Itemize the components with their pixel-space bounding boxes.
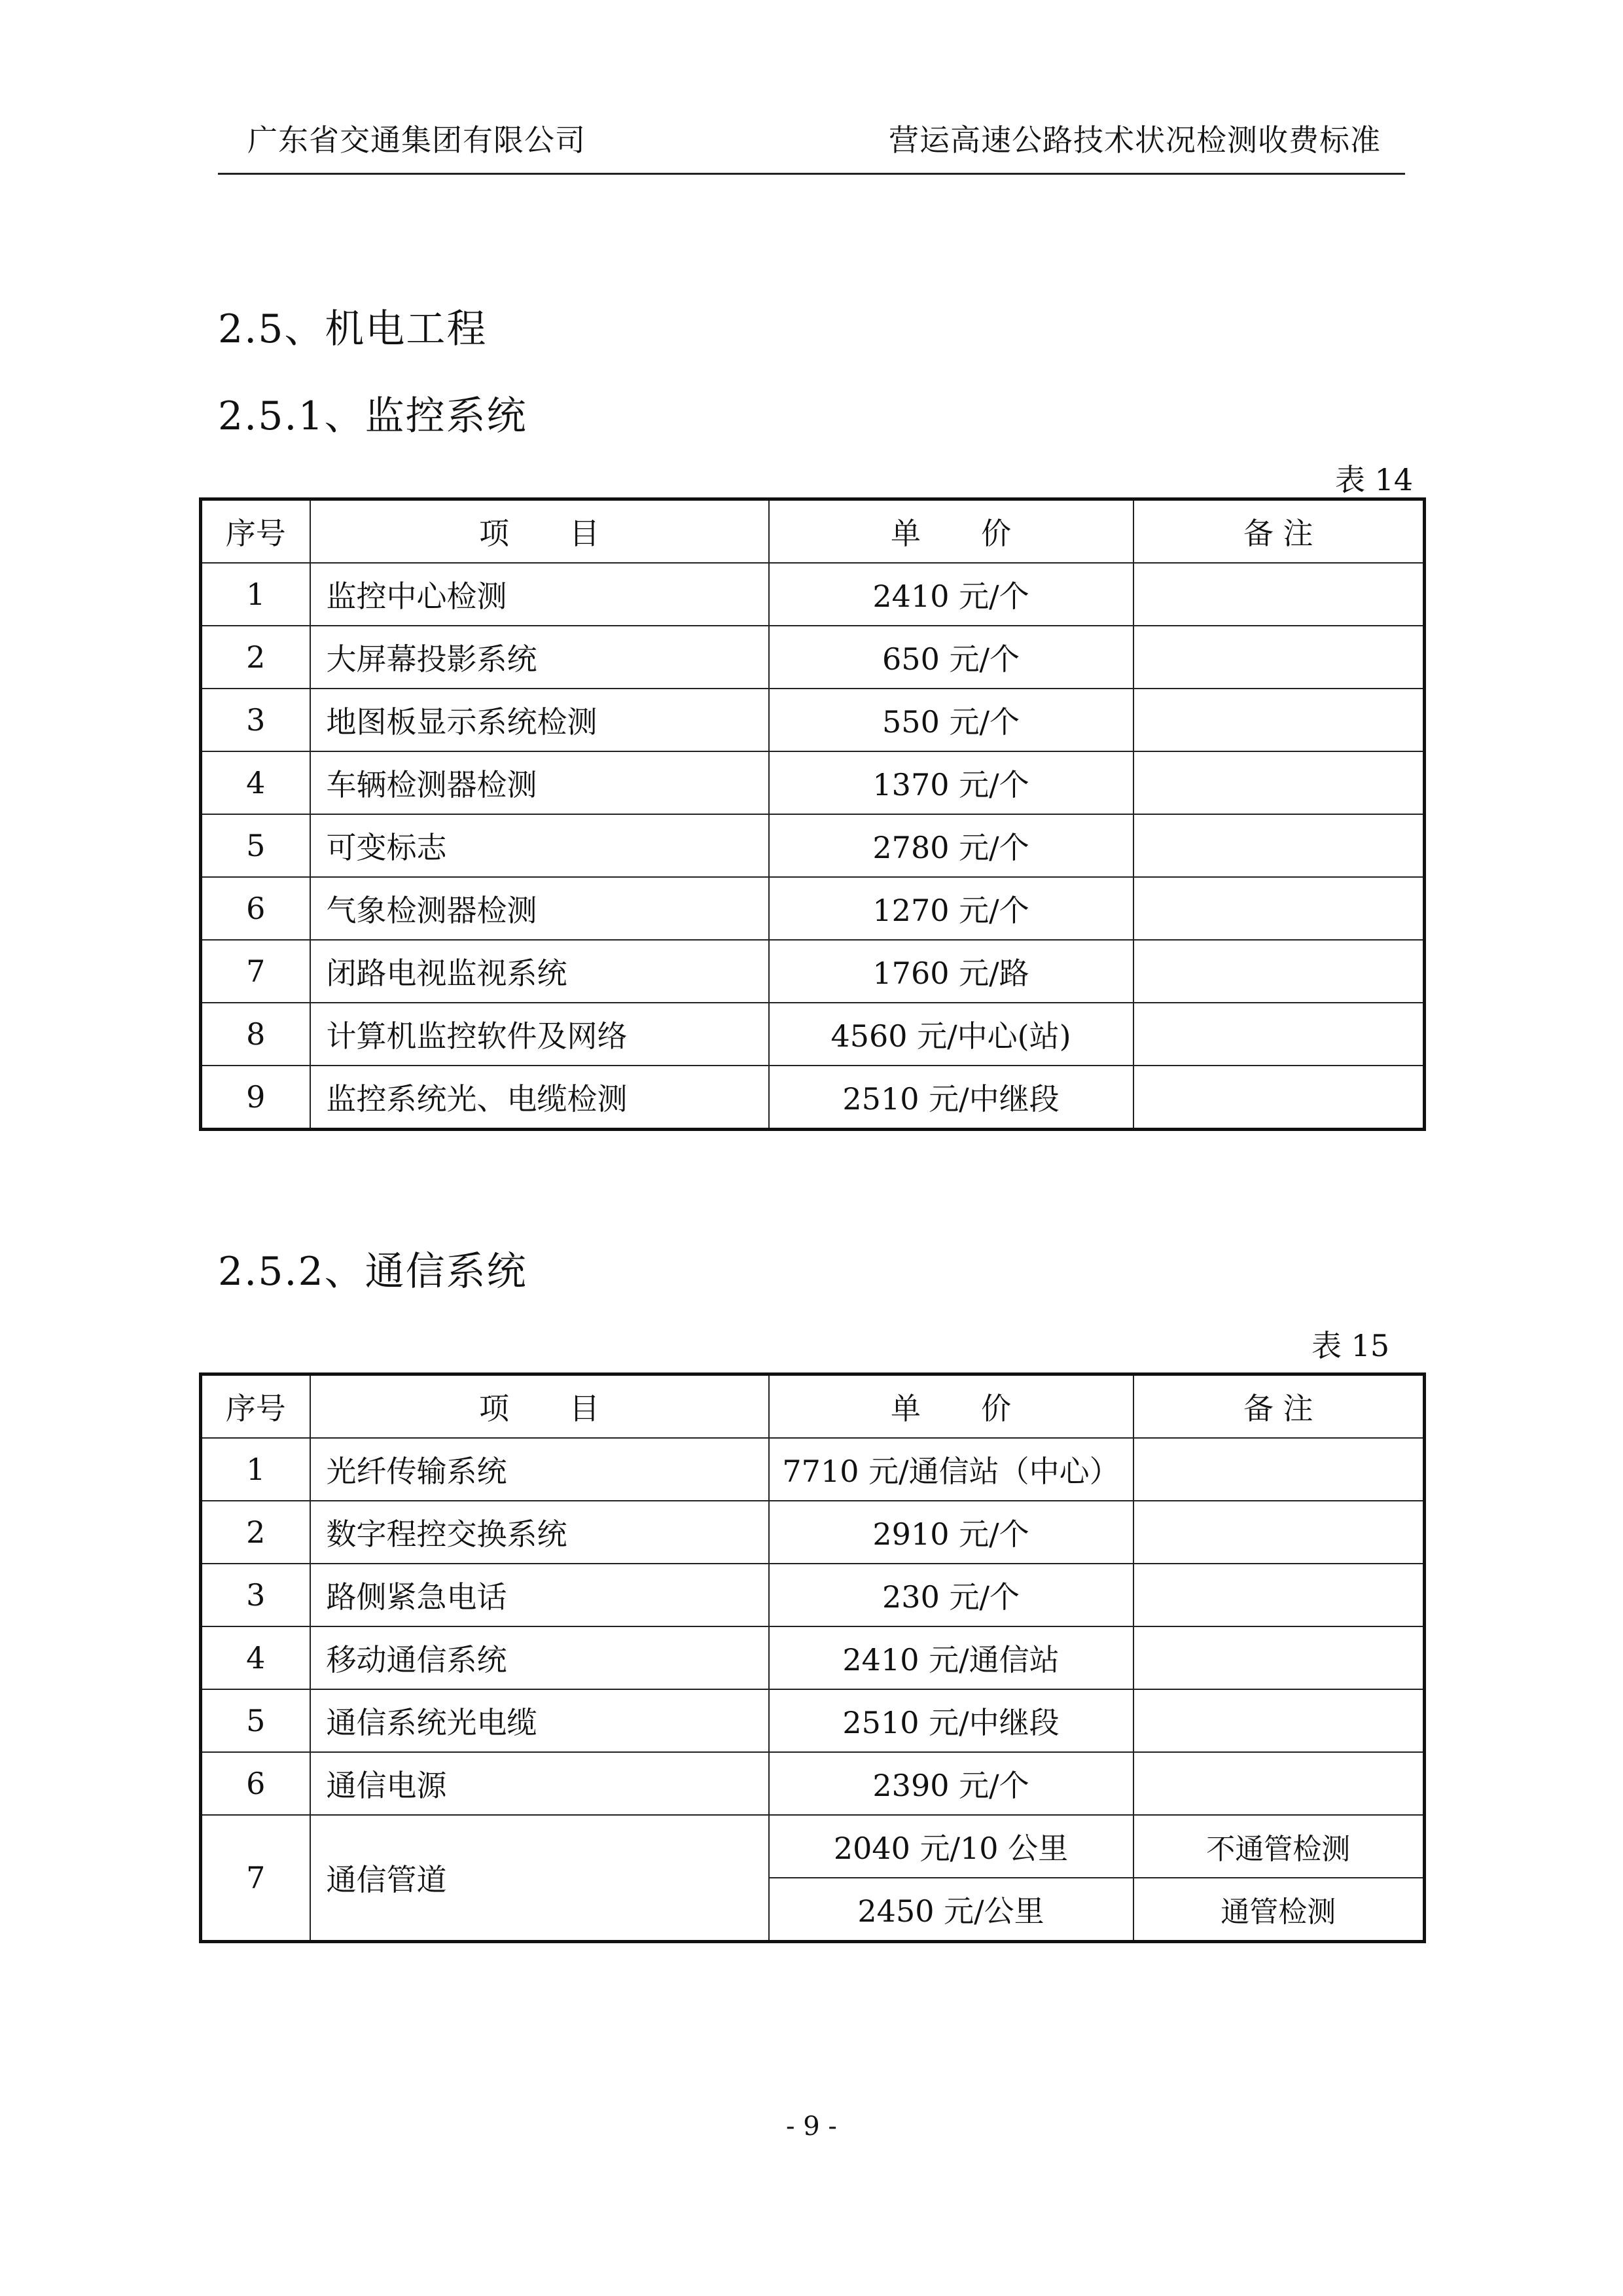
row-price: 4560 元/中心(站) bbox=[769, 1003, 1133, 1066]
table-15-label: 表 15 bbox=[1311, 1328, 1390, 1363]
row-price: 2510 元/中继段 bbox=[769, 1689, 1133, 1752]
row-note bbox=[1133, 877, 1425, 940]
row-item: 通信系统光电缆 bbox=[310, 1689, 769, 1752]
row-item: 光纤传输系统 bbox=[310, 1438, 769, 1501]
row-item: 路侧紧急电话 bbox=[310, 1564, 769, 1626]
row-seq: 7 bbox=[201, 1815, 310, 1942]
row-seq: 3 bbox=[201, 1564, 310, 1626]
row-seq: 5 bbox=[201, 814, 310, 877]
row-seq: 1 bbox=[201, 1438, 310, 1501]
row-item: 闭路电视监视系统 bbox=[310, 940, 769, 1003]
row-note: 通管检测 bbox=[1133, 1878, 1425, 1942]
row-seq: 6 bbox=[201, 877, 310, 940]
table-row-pipe-a bbox=[201, 1815, 1425, 1878]
row-item: 大屏幕投影系统 bbox=[310, 626, 769, 689]
table-row bbox=[201, 1438, 1425, 1501]
header-document-title: 营运高速公路技术状况检测收费标准 bbox=[889, 122, 1381, 158]
row-seq: 4 bbox=[201, 1626, 310, 1689]
row-note bbox=[1133, 1066, 1425, 1130]
row-note bbox=[1133, 940, 1425, 1003]
row-seq: 7 bbox=[201, 940, 310, 1003]
row-note bbox=[1133, 1501, 1425, 1564]
row-note bbox=[1133, 1564, 1425, 1626]
row-note bbox=[1133, 626, 1425, 689]
row-item: 通信电源 bbox=[310, 1752, 769, 1815]
row-price: 2780 元/个 bbox=[769, 814, 1133, 877]
table-14-monitoring-fees bbox=[199, 497, 1426, 1131]
row-item: 通信管道 bbox=[310, 1815, 769, 1942]
row-price: 650 元/个 bbox=[769, 626, 1133, 689]
header-org-name: 广东省交通集团有限公司 bbox=[247, 122, 586, 158]
row-seq: 1 bbox=[201, 563, 310, 626]
row-price: 2510 元/中继段 bbox=[769, 1066, 1133, 1130]
row-price: 2410 元/通信站 bbox=[769, 1626, 1133, 1689]
row-price: 2450 元/公里 bbox=[769, 1878, 1133, 1942]
table-row bbox=[201, 1066, 1425, 1130]
row-item: 移动通信系统 bbox=[310, 1626, 769, 1689]
row-item: 车辆检测器检测 bbox=[310, 751, 769, 814]
table-row bbox=[201, 751, 1425, 814]
row-seq: 9 bbox=[201, 1066, 310, 1130]
col-header-note: 备 注 bbox=[1133, 499, 1425, 564]
section-heading-electromechanical: 2.5、机电工程 bbox=[218, 306, 488, 352]
table-row bbox=[201, 1501, 1425, 1564]
row-item: 数字程控交换系统 bbox=[310, 1501, 769, 1564]
row-item: 监控中心检测 bbox=[310, 563, 769, 626]
row-seq: 6 bbox=[201, 1752, 310, 1815]
row-price: 230 元/个 bbox=[769, 1564, 1133, 1626]
row-price: 1270 元/个 bbox=[769, 877, 1133, 940]
section-heading-monitoring: 2.5.1、监控系统 bbox=[218, 393, 527, 439]
table-header-row bbox=[201, 499, 1425, 564]
table-row bbox=[201, 814, 1425, 877]
row-note bbox=[1133, 1626, 1425, 1689]
col-header-seq: 序号 bbox=[201, 499, 310, 564]
table-row bbox=[201, 1003, 1425, 1066]
col-header-price: 单 价 bbox=[769, 1374, 1133, 1439]
row-seq: 8 bbox=[201, 1003, 310, 1066]
row-price: 2040 元/10 公里 bbox=[769, 1815, 1133, 1878]
row-price: 2410 元/个 bbox=[769, 563, 1133, 626]
table-15-communication-fees bbox=[199, 1372, 1426, 1943]
col-header-price: 单 价 bbox=[769, 499, 1133, 564]
header-divider bbox=[218, 173, 1405, 175]
row-note bbox=[1133, 814, 1425, 877]
row-note bbox=[1133, 1752, 1425, 1815]
row-seq: 3 bbox=[201, 689, 310, 751]
col-header-item: 项 目 bbox=[310, 499, 769, 564]
section-heading-communication: 2.5.2、通信系统 bbox=[218, 1249, 527, 1295]
table-row bbox=[201, 877, 1425, 940]
row-price: 1760 元/路 bbox=[769, 940, 1133, 1003]
table-row bbox=[201, 1689, 1425, 1752]
col-header-seq: 序号 bbox=[201, 1374, 310, 1439]
row-seq: 5 bbox=[201, 1689, 310, 1752]
row-item: 地图板显示系统检测 bbox=[310, 689, 769, 751]
table-row bbox=[201, 1752, 1425, 1815]
row-item: 气象检测器检测 bbox=[310, 877, 769, 940]
table-row bbox=[201, 1564, 1425, 1626]
row-item: 计算机监控软件及网络 bbox=[310, 1003, 769, 1066]
row-price: 2910 元/个 bbox=[769, 1501, 1133, 1564]
col-header-note: 备 注 bbox=[1133, 1374, 1425, 1439]
row-note bbox=[1133, 751, 1425, 814]
row-seq: 2 bbox=[201, 1501, 310, 1564]
table-row bbox=[201, 940, 1425, 1003]
row-seq: 2 bbox=[201, 626, 310, 689]
table-row bbox=[201, 689, 1425, 751]
table-header-row bbox=[201, 1374, 1425, 1439]
page-number: - 9 - bbox=[786, 2111, 837, 2142]
table-row bbox=[201, 563, 1425, 626]
row-price: 550 元/个 bbox=[769, 689, 1133, 751]
table-row bbox=[201, 1626, 1425, 1689]
row-price: 2390 元/个 bbox=[769, 1752, 1133, 1815]
row-item: 监控系统光、电缆检测 bbox=[310, 1066, 769, 1130]
row-note bbox=[1133, 1003, 1425, 1066]
row-note bbox=[1133, 689, 1425, 751]
row-note: 不通管检测 bbox=[1133, 1815, 1425, 1878]
row-seq: 4 bbox=[201, 751, 310, 814]
table-14-label: 表 14 bbox=[1335, 462, 1414, 497]
row-price: 1370 元/个 bbox=[769, 751, 1133, 814]
table-row bbox=[201, 626, 1425, 689]
row-item: 可变标志 bbox=[310, 814, 769, 877]
row-note bbox=[1133, 1438, 1425, 1501]
row-price: 7710 元/通信站（中心） bbox=[769, 1438, 1133, 1501]
row-note bbox=[1133, 1689, 1425, 1752]
col-header-item: 项 目 bbox=[310, 1374, 769, 1439]
row-note bbox=[1133, 563, 1425, 626]
